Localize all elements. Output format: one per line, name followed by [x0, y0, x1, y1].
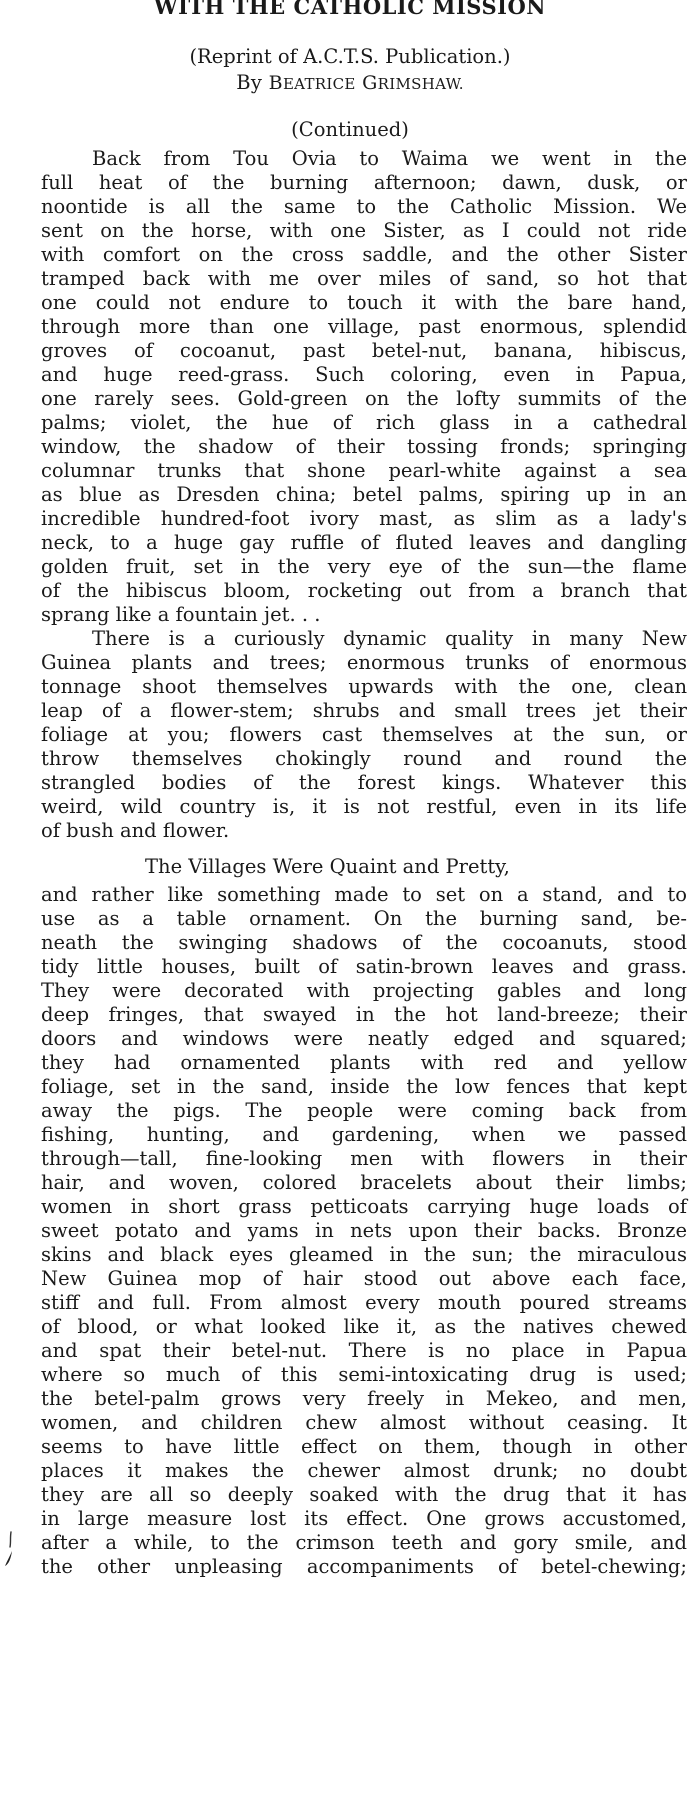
text-line: hair, and woven, colored bracelets about their limbs;: [41, 1171, 687, 1194]
text-line: away the pigs. The people were coming back from: [41, 1099, 687, 1122]
article-title: WITH THE CATHOLIC MISSION: [154, 0, 546, 19]
text-line: they are all so deeply soaked with the drug that it has: [41, 1483, 687, 1506]
text-line: and rather like something made to set on a stand, and to: [41, 883, 687, 906]
reprint-note: (Reprint of A.C.T.S. Publication.): [189, 45, 511, 68]
text-line: tonnage shoot themselves upwards with the one, clean: [41, 675, 687, 698]
text-line: one could not endure to touch it with the bare hand,: [41, 291, 687, 314]
text-line: neck, to a huge gay ruffle of fluted leaves and dangling: [41, 531, 687, 554]
text-line: and spat their betel-nut. There is no place in Papua: [41, 1339, 687, 1362]
text-line: tramped back with me over miles of sand, so hot that: [41, 267, 687, 290]
text-line: full heat of the burning afternoon; dawn, dusk, or: [41, 171, 687, 194]
text-line: they had ornamented plants with red and yellow: [41, 1051, 687, 1074]
text-line: through—tall, fine-looking men with flowers in their: [41, 1147, 687, 1170]
text-line: of blood, or what looked like it, as the natives chewed: [41, 1315, 687, 1338]
text-line: women in short grass petticoats carrying huge loads of: [41, 1195, 687, 1218]
text-line: Back from Tou Ovia to Waima we went in the: [92, 147, 687, 170]
text-line: sweet potato and yams in nets upon their backs. Bronze: [41, 1219, 687, 1242]
text-line: the other unpleasing accompaniments of betel-chewing;: [41, 1555, 687, 1578]
byline-rimshaw: RIMSHAW.: [377, 75, 464, 93]
byline: [0, 71, 700, 96]
text-line: throw themselves chokingly round and round the: [41, 747, 687, 770]
text-line: after a while, to the crimson teeth and gory smile, and: [41, 1531, 687, 1554]
margin-pencil-mark: [2, 1530, 16, 1572]
continued-label: (Continued): [291, 118, 409, 141]
text-line: as blue as Dresden china; betel palms, spiring up in an: [41, 483, 687, 506]
text-line: noontide is all the same to the Catholic Mission. We: [41, 195, 687, 218]
text-line: tidy little houses, built of satin-brown leaves and grass.: [41, 955, 687, 978]
text-line: leap of a flower-stem; shrubs and small trees jet their: [41, 699, 687, 722]
text-line: foliage at you; flowers cast themselves at the sun, or: [41, 723, 687, 746]
text-line: stiff and full. From almost every mouth poured streams: [41, 1291, 687, 1314]
text-line: They were decorated with projecting gables and long: [41, 979, 687, 1002]
text-line: palms; violet, the hue of rich glass in a cathedral: [41, 411, 687, 434]
text-line: deep fringes, that swayed in the hot land-breeze; their: [41, 1003, 687, 1026]
text-line: where so much of this semi-intoxicating drug is used;: [41, 1363, 687, 1386]
text-line: the betel-palm grows very freely in Mekeo, and men,: [41, 1387, 687, 1410]
text-line: seems to have little effect on them, though in other: [41, 1435, 687, 1458]
text-line: sent on the horse, with one Sister, as I could not ride: [41, 219, 687, 242]
byline-by: By: [236, 71, 263, 94]
text-line: of bush and flower.: [41, 819, 230, 842]
text-line: incredible hundred-foot ivory mast, as slim as a lady's: [41, 507, 687, 530]
text-line: doors and windows were neatly edged and squared;: [41, 1027, 687, 1050]
text-line: golden fruit, set in the very eye of the sun—the flame: [41, 555, 687, 578]
text-line: Guinea plants and trees; enormous trunks of enormous: [41, 651, 687, 674]
text-line: foliage, set in the sand, inside the low fences that kept: [41, 1075, 687, 1098]
text-line: fishing, hunting, and gardening, when we passed: [41, 1123, 687, 1146]
text-line: and huge reed-grass. Such coloring, even in Papua,: [41, 363, 687, 386]
text-line: of the hibiscus bloom, rocketing out from a branch that: [41, 579, 687, 602]
text-line: weird, wild country is, it is not restful, even in its life: [41, 795, 687, 818]
text-line: places it makes the chewer almost drunk; no doubt: [41, 1459, 687, 1482]
byline-eatrice: EATRICE: [282, 75, 356, 93]
byline-initial-g: G: [362, 72, 378, 94]
byline-initial-b: B: [268, 72, 283, 94]
text-line: neath the swinging shadows of the cocoanuts, stood: [41, 931, 687, 954]
section-subheading: The Villages Were Quaint and Pretty,: [145, 855, 510, 878]
text-line: one rarely sees. Gold-green on the lofty summits of the: [41, 387, 687, 410]
text-line: groves of cocoanut, past betel-nut, banana, hibiscus,: [41, 339, 687, 362]
text-line: in large measure lost its effect. One grows accustomed,: [41, 1507, 687, 1530]
text-line: skins and black eyes gleamed in the sun; the miraculous: [41, 1243, 687, 1266]
text-line: use as a table ornament. On the burning sand, be-: [41, 907, 687, 930]
text-line: There is a curiously dynamic quality in many New: [92, 627, 687, 650]
text-line: columnar trunks that shone pearl-white against a sea: [41, 459, 687, 482]
text-line: sprang like a fountain jet. . .: [41, 603, 321, 626]
text-line: strangled bodies of the forest kings. Whatever this: [41, 771, 687, 794]
text-line: with comfort on the cross saddle, and the other Sister: [41, 243, 687, 266]
text-line: window, the shadow of their tossing fronds; springing: [41, 435, 687, 458]
text-line: women, and children chew almost without ceasing. It: [41, 1411, 687, 1434]
text-line: New Guinea mop of hair stood out above each face,: [41, 1267, 687, 1290]
text-line: through more than one village, past enormous, splendid: [41, 315, 687, 338]
